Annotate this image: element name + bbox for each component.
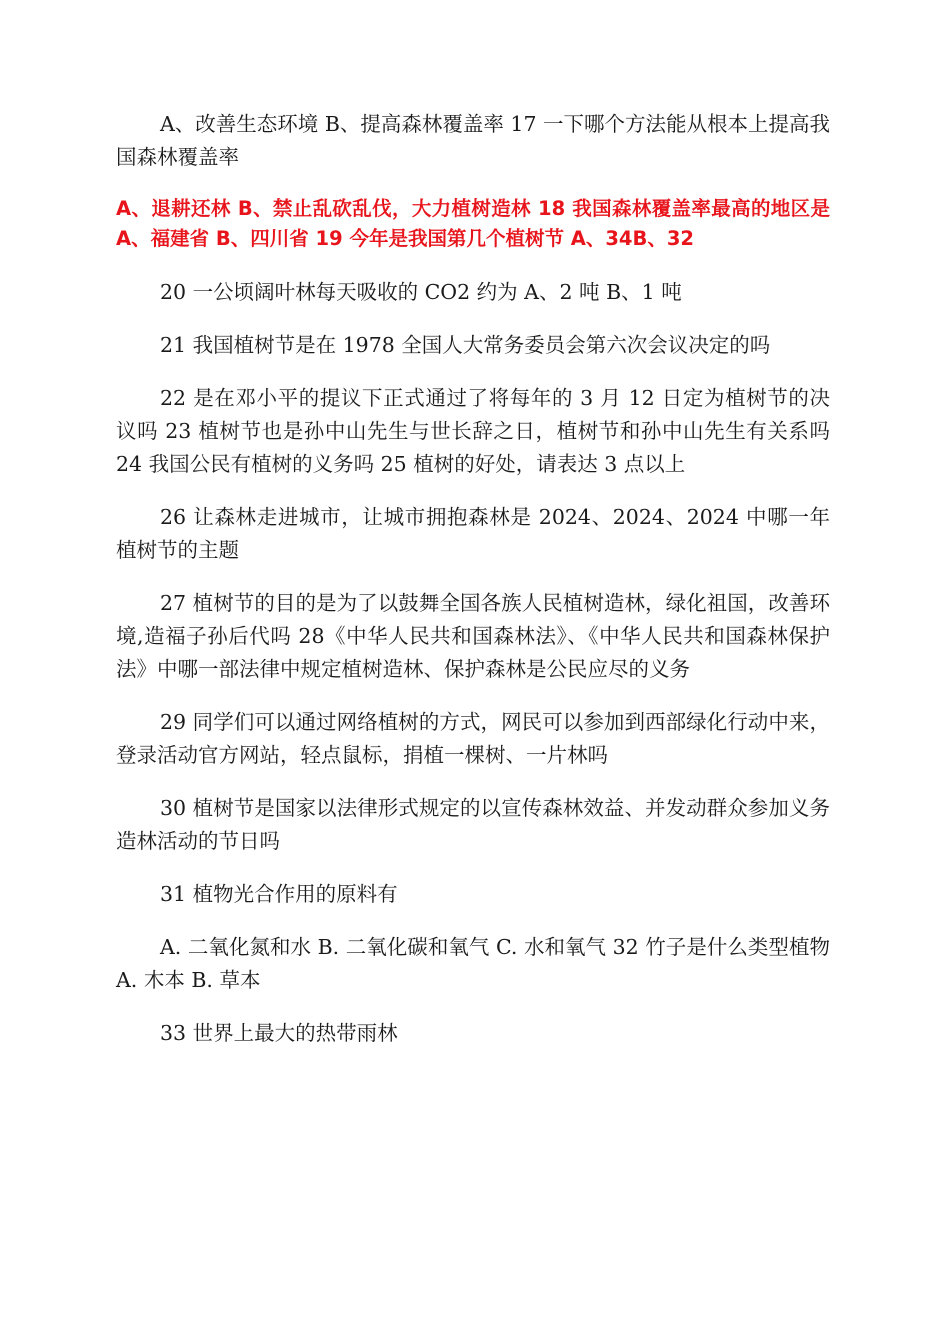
paragraph-7: 27 植树节的目的是为了以鼓舞全国各族人民植树造林，绿化祖国，改善环境,造福子孙后代吗 28《中华人民共和国森林法》、《中华人民共和国森林保护法》中哪一部法律中规定植树造林、保护森林是公民应尽的义务 xyxy=(116,591,830,681)
paragraph-2-highlighted: A、退耕还林 B、禁止乱砍乱伐，大力植树造林 18 我国森林覆盖率最高的地区是 A、福建省 B、四川省 19 今年是我国第几个植树节 A、34B、32 xyxy=(116,197,830,250)
paragraph-4: 21 我国植树节是在 1978 全国人大常务委员会第六次会议决定的吗 xyxy=(160,333,771,357)
paragraph-10: 31 植物光合作用的原料有 xyxy=(160,882,398,906)
paragraph-5: 22 是在邓小平的提议下正式通过了将每年的 3 月 12 日定为植树节的决议吗 23 植树节也是孙中山先生与世长辞之日，植树节和孙中山先生有关系吗 24 我国公民有植树的义务吗 25 植树的好处，请表达 3 点以上 xyxy=(116,386,830,476)
paragraph-3: 20 一公顷阔叶林每天吸收的 CO2 约为 A、2 吨 B、1 吨 xyxy=(160,280,682,304)
document-body xyxy=(116,108,830,1070)
paragraph-8: 29 同学们可以通过网络植树的方式，网民可以参加到西部绿化行动中来，登录活动官方网站，轻点鼠标，捐植一棵树、一片林吗 xyxy=(116,710,830,767)
paragraph-1: A、改善生态环境 B、提高森林覆盖率 17 一下哪个方法能从根本上提高我国森林覆盖率 xyxy=(116,112,831,169)
paragraph-12: 33 世界上最大的热带雨林 xyxy=(160,1021,398,1045)
paragraph-11: A. 二氧化氮和水 B. 二氧化碳和氧气 C. 水和氧气 32 竹子是什么类型植物 A. 木本 B. 草本 xyxy=(116,935,830,992)
paragraph-9: 30 植树节是国家以法律形式规定的以宣传森林效益、并发动群众参加义务造林活动的节日吗 xyxy=(116,796,830,853)
paragraph-6: 26 让森林走进城市，让城市拥抱森林是 2024、2024、2024 中哪一年植树节的主题 xyxy=(116,505,830,562)
